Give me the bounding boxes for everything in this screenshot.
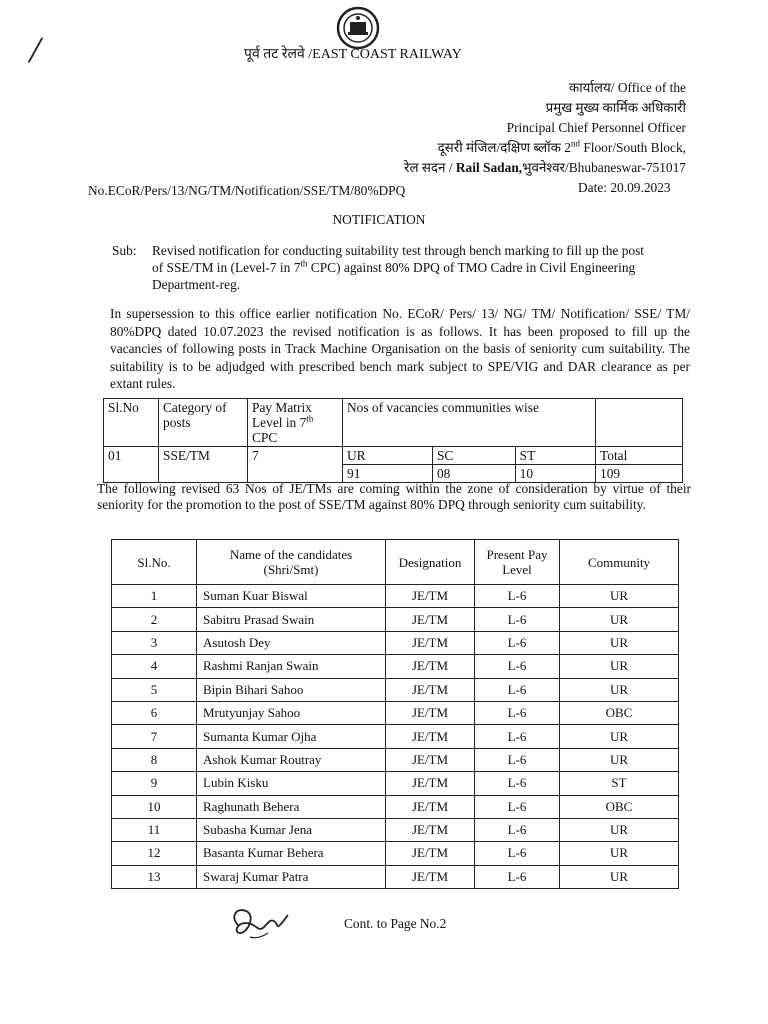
cand-designation: JE/TM — [386, 795, 475, 818]
office-line-4: दूसरी मंजिल/दक्षिण ब्लॉक 2nd Floor/South Block, — [437, 138, 686, 155]
table-row — [112, 678, 679, 701]
cand-level: L-6 — [475, 701, 560, 724]
vac-st-value: 10 — [515, 465, 595, 483]
reference-number: No.ECoR/Pers/13/NG/TM/Notification/SSE/TM/80%DPQ — [88, 183, 406, 198]
cand-sl: 8 — [112, 748, 197, 771]
table-row — [112, 655, 679, 678]
cand-header-slno: Sl.No. — [112, 540, 197, 585]
cand-header-community: Community — [560, 540, 679, 585]
cand-designation: JE/TM — [386, 725, 475, 748]
office-address-block — [404, 78, 686, 178]
vac-ur-value: 91 — [343, 465, 433, 483]
office-line-5: रेल सदन / Rail Sadan,भुवनेश्वर/Bhubaneswar-751017 — [403, 160, 686, 175]
margin-mark: / — [26, 26, 45, 73]
vac-total-label: Total — [596, 447, 683, 465]
cand-name: Suman Kuar Biswal — [197, 585, 386, 608]
cand-sl: 9 — [112, 772, 197, 795]
subject-block — [112, 242, 692, 293]
continuation-note: Cont. to Page No.2 — [344, 916, 447, 931]
cand-level: L-6 — [475, 655, 560, 678]
subject-line-3: Department-reg. — [152, 277, 241, 292]
cand-name: Subasha Kumar Jena — [197, 818, 386, 841]
vac-level: 7 — [248, 447, 343, 483]
vac-header-pay-level: Pay Matrix Level in 7th CPC — [248, 399, 343, 447]
notification-date: Date: 20.09.2023 — [578, 180, 671, 195]
cand-designation: JE/TM — [386, 631, 475, 654]
office-line-1: कार्यालय/ Office of the — [568, 80, 686, 95]
vac-total-value: 109 — [596, 465, 683, 483]
vac-sc-value: 08 — [432, 465, 515, 483]
cand-level: L-6 — [475, 631, 560, 654]
vac-st-label: ST — [515, 447, 595, 465]
table-row — [112, 701, 679, 724]
vac-header-slno: Sl.No — [104, 399, 159, 447]
vac-header-empty — [596, 399, 683, 447]
cand-header-name: Name of the candidates (Shri/Smt) — [197, 540, 386, 585]
table-row — [112, 748, 679, 771]
cand-community: UR — [560, 748, 679, 771]
document-title: NOTIFICATION — [332, 212, 426, 227]
cand-designation: JE/TM — [386, 818, 475, 841]
office-line-2: प्रमुख मुख्य कार्मिक अधिकारी — [545, 100, 686, 115]
cand-community: UR — [560, 842, 679, 865]
cand-sl: 11 — [112, 818, 197, 841]
table-row — [112, 818, 679, 841]
cand-designation: JE/TM — [386, 865, 475, 888]
cand-name: Lubin Kisku — [197, 772, 386, 795]
table-row — [112, 725, 679, 748]
signature-mark — [228, 903, 290, 943]
cand-level: L-6 — [475, 772, 560, 795]
cand-level: L-6 — [475, 865, 560, 888]
cand-name: Sumanta Kumar Ojha — [197, 725, 386, 748]
cand-community: UR — [560, 678, 679, 701]
cand-community: ST — [560, 772, 679, 795]
cand-level: L-6 — [475, 608, 560, 631]
subject-line-2: of SSE/TM in (Level-7 in 7th CPC) against 80% DPQ of TMO Cadre in Civil Engineering — [152, 258, 636, 275]
vac-header-vacancies: Nos of vacancies communities wise — [343, 399, 596, 447]
subject-line-1: Sub: Revised notification for conducting suitability test through bench marking to fill up the post — [112, 243, 645, 258]
cand-name: Raghunath Behera — [197, 795, 386, 818]
table-row — [112, 795, 679, 818]
cand-name: Rashmi Ranjan Swain — [197, 655, 386, 678]
vacancy-data-row — [104, 447, 683, 465]
cand-level: L-6 — [475, 842, 560, 865]
cand-name: Ashok Kumar Routray — [197, 748, 386, 771]
cand-header-pay-level: Present Pay Level — [475, 540, 560, 585]
vac-sc-label: SC — [432, 447, 515, 465]
cand-sl: 7 — [112, 725, 197, 748]
vac-header-category: Category of posts — [159, 399, 248, 447]
body-paragraph-2: The following revised 63 Nos of JE/TMs are coming within the zone of consideration by virtue of their seniority for the promotion to the post of SSE/TM against 80% DPQ through seniority cum suitability. — [97, 481, 691, 512]
table-row — [112, 842, 679, 865]
cand-designation: JE/TM — [386, 655, 475, 678]
cand-sl: 10 — [112, 795, 197, 818]
body-paragraph-1: In supersession to this office earlier notification No. ECoR/ Pers/ 13/ NG/ TM/ Notification/ SSE/ TM/ 80%DPQ dated 10.07.2023 the revised notification is as follows. It has been proposed to fill up the vacancies of following posts in Track Machine Organisation on the basis of seniority cum suitability. The suitability is to be adjudged with prescribed bench mark subject to SPE/VIG and DAR clearance as per extant rules. — [110, 306, 690, 391]
cand-designation: JE/TM — [386, 842, 475, 865]
cand-level: L-6 — [475, 748, 560, 771]
cand-sl: 6 — [112, 701, 197, 724]
cand-community: UR — [560, 608, 679, 631]
cand-sl: 1 — [112, 585, 197, 608]
table-row — [112, 772, 679, 795]
vacancy-table — [103, 398, 683, 483]
cand-designation: JE/TM — [386, 748, 475, 771]
cand-designation: JE/TM — [386, 701, 475, 724]
candidates-table — [111, 539, 679, 889]
cand-sl: 4 — [112, 655, 197, 678]
table-row — [112, 631, 679, 654]
railway-name: पूर्व तट रेलवे /EAST COAST RAILWAY — [244, 47, 462, 62]
cand-community: UR — [560, 818, 679, 841]
candidates-header-row — [112, 540, 679, 585]
cand-name: Swaraj Kumar Patra — [197, 865, 386, 888]
cand-community: UR — [560, 655, 679, 678]
cand-level: L-6 — [475, 678, 560, 701]
cand-name: Basanta Kumar Behera — [197, 842, 386, 865]
cand-designation: JE/TM — [386, 772, 475, 795]
vac-slno: 01 — [104, 447, 159, 483]
cand-designation: JE/TM — [386, 585, 475, 608]
table-row — [112, 585, 679, 608]
cand-name: Sabitru Prasad Swain — [197, 608, 386, 631]
cand-level: L-6 — [475, 795, 560, 818]
cand-level: L-6 — [475, 818, 560, 841]
cand-name: Bipin Bihari Sahoo — [197, 678, 386, 701]
vac-ur-label: UR — [343, 447, 433, 465]
cand-name: Mrutyunjay Sahoo — [197, 701, 386, 724]
cand-level: L-6 — [475, 725, 560, 748]
cand-community: UR — [560, 725, 679, 748]
cand-sl: 13 — [112, 865, 197, 888]
cand-name: Asutosh Dey — [197, 631, 386, 654]
cand-community: UR — [560, 631, 679, 654]
cand-sl: 5 — [112, 678, 197, 701]
cand-sl: 3 — [112, 631, 197, 654]
office-line-3: Principal Chief Personnel Officer — [506, 120, 686, 135]
cand-level: L-6 — [475, 585, 560, 608]
cand-sl: 2 — [112, 608, 197, 631]
cand-community: OBC — [560, 795, 679, 818]
cand-header-designation: Designation — [386, 540, 475, 585]
cand-community: OBC — [560, 701, 679, 724]
vacancy-header-row — [104, 399, 683, 447]
cand-designation: JE/TM — [386, 608, 475, 631]
table-row — [112, 865, 679, 888]
cand-community: UR — [560, 865, 679, 888]
table-row — [112, 608, 679, 631]
vac-category: SSE/TM — [159, 447, 248, 483]
cand-designation: JE/TM — [386, 678, 475, 701]
cand-community: UR — [560, 585, 679, 608]
cand-sl: 12 — [112, 842, 197, 865]
